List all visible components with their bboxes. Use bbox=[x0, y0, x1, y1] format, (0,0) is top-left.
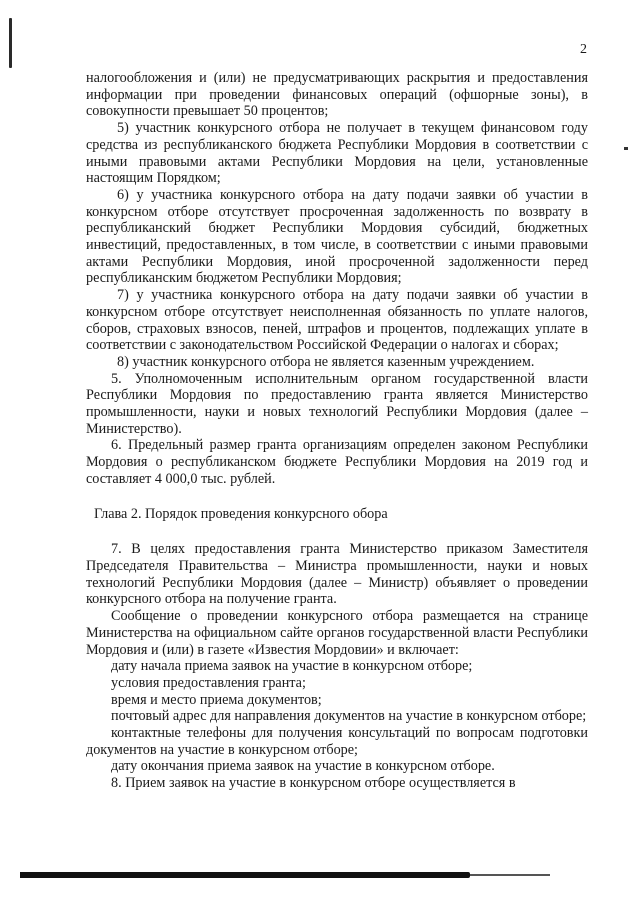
paragraph-item-5: 5) участник конкурсного отбора не получает в текущем финансовом году средства из республиканского бюджета Республики Мордовия в соответствии с иными правовыми актами Республики Мордовия на цели, установленные настоящим Порядком; bbox=[86, 120, 588, 187]
paragraph-item-6: 6) у участника конкурсного отбора на дату подачи заявки об участии в конкурсном отборе отсутствует просроченная задолженность по возврату в республиканский бюджет Республики Мордовия субсидий, бюджетных инвестиций, предоставленных, в том числе, в соответствии с иными правовыми актами Республики Мордовия, иной просроченной задолженности перед республиканским бюджетом Республики Мордовия; bbox=[86, 186, 588, 287]
list-item-postal-address: почтовый адрес для направления документов на участие в конкурсном отборе; bbox=[111, 708, 587, 725]
list-item-contact-phones: контактные телефоны для получения консультаций по вопросам подготовки документов на участие в конкурсном отборе; bbox=[86, 725, 588, 758]
paragraph-announcement: Сообщение о проведении конкурсного отбора размещается на странице Министерства на официальном сайте органов государственной власти Республики Мордовия и (или) в газете «Известия Мордовии» и включает: bbox=[86, 608, 588, 658]
paragraph-item-7: 7) у участника конкурсного отбора на дату подачи заявки об участии в конкурсном отборе отсутствует неисполненная обязанность по уплате налогов, сборов, страховых взносов, пеней, штрафов и процентов, подлежащих уплате в соответствии с законодательством Российской Федерации о налогах и сборах; bbox=[86, 287, 588, 354]
paragraph-clause-5: 5. Уполномоченным исполнительным органом государственной власти Республики Мордовия по предоставлению гранта является Министерство промышленности, науки и новых технологий Республики Мордовия (далее – Министерство). bbox=[86, 370, 588, 437]
chapter-2-heading: Глава 2. Порядок проведения конкурсного обора bbox=[94, 505, 388, 522]
list-item-time-place: время и место приема документов; bbox=[111, 691, 322, 708]
paragraph-item-8: 8) участник конкурсного отбора не является казенным учреждением. bbox=[117, 353, 535, 370]
paragraph-clause-6: 6. Предельный размер гранта организациям определен законом Республики Мордовия о республиканском бюджете Республики Мордовия на 2019 год и составляет 4 000,0 тыс. рублей. bbox=[86, 437, 588, 487]
scan-speck bbox=[624, 147, 628, 150]
page-number: 2 bbox=[580, 42, 587, 57]
list-item-conditions: условия предоставления гранта; bbox=[111, 674, 306, 691]
list-item-start-date: дату начала приема заявок на участие в конкурсном отборе; bbox=[111, 658, 473, 675]
list-item-end-date: дату окончания приема заявок на участие в конкурсном отборе. bbox=[111, 758, 495, 775]
paragraph-offshore-continuation: налогообложения и (или) не предусматривающих раскрытия и предоставления информации при проведении финансовых операций (офшорные зоны), в совокупности превышает 50 процентов; bbox=[86, 70, 588, 120]
document-body bbox=[86, 70, 588, 792]
scan-edge-mark bbox=[9, 18, 12, 68]
paragraph-clause-8: 8. Прием заявок на участие в конкурсном отборе осуществляется в bbox=[111, 775, 516, 792]
scan-bottom-edge-tail bbox=[470, 874, 550, 876]
paragraph-clause-7: 7. В целях предоставления гранта Министерство приказом Заместителя Председателя Правительства – Министра промышленности, науки и новых технологий Республики Мордовия (далее – Министр) объявляет о проведении конкурсного отбора на получение гранта. bbox=[86, 541, 588, 608]
scan-bottom-edge bbox=[20, 872, 470, 878]
